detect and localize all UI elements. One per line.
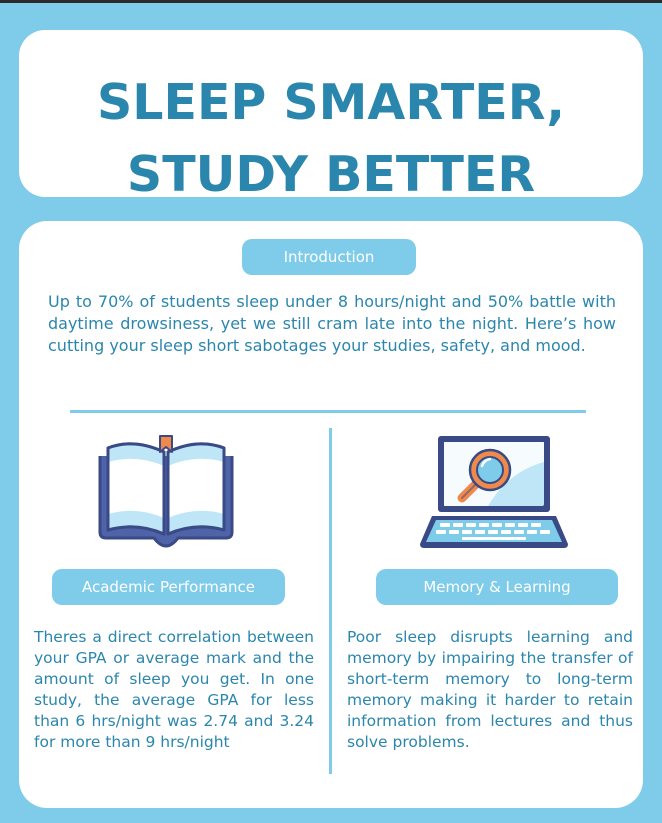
top-border xyxy=(0,0,662,3)
title-line-2: STUDY BETTER xyxy=(126,146,536,203)
introduction-text: Up to 70% of students sleep under 8 hours/night and 50% battle with daytime drowsiness, yet we still cram late into the night. Here’s how cutting your sleep short sabotages your studies, safety, and mood. xyxy=(48,292,616,355)
academic-performance-label: Academic Performance xyxy=(52,569,285,605)
memory-learning-label: Memory & Learning xyxy=(376,569,618,605)
open-book-icon xyxy=(94,434,238,552)
title-card xyxy=(19,30,643,203)
vertical-divider xyxy=(329,428,332,774)
title-line-1: SLEEP SMARTER, xyxy=(96,74,566,131)
memory-learning-text: Poor sleep disrupts learning and memory by impairing the transfer of short-term memory to long-term memory making it harder to retain information from lectures and thus solve problems. xyxy=(347,628,633,751)
introduction-label: Introduction xyxy=(242,239,416,275)
horizontal-divider xyxy=(70,410,586,413)
laptop-magnifier-icon xyxy=(418,432,570,552)
academic-performance-text: Theres a direct correlation between your GPA or average mark and the amount of sleep you get. In one study, the average GPA for less than 6 hrs/night was 2.74 and 3.24 for more than 9 hrs/night xyxy=(34,628,314,751)
